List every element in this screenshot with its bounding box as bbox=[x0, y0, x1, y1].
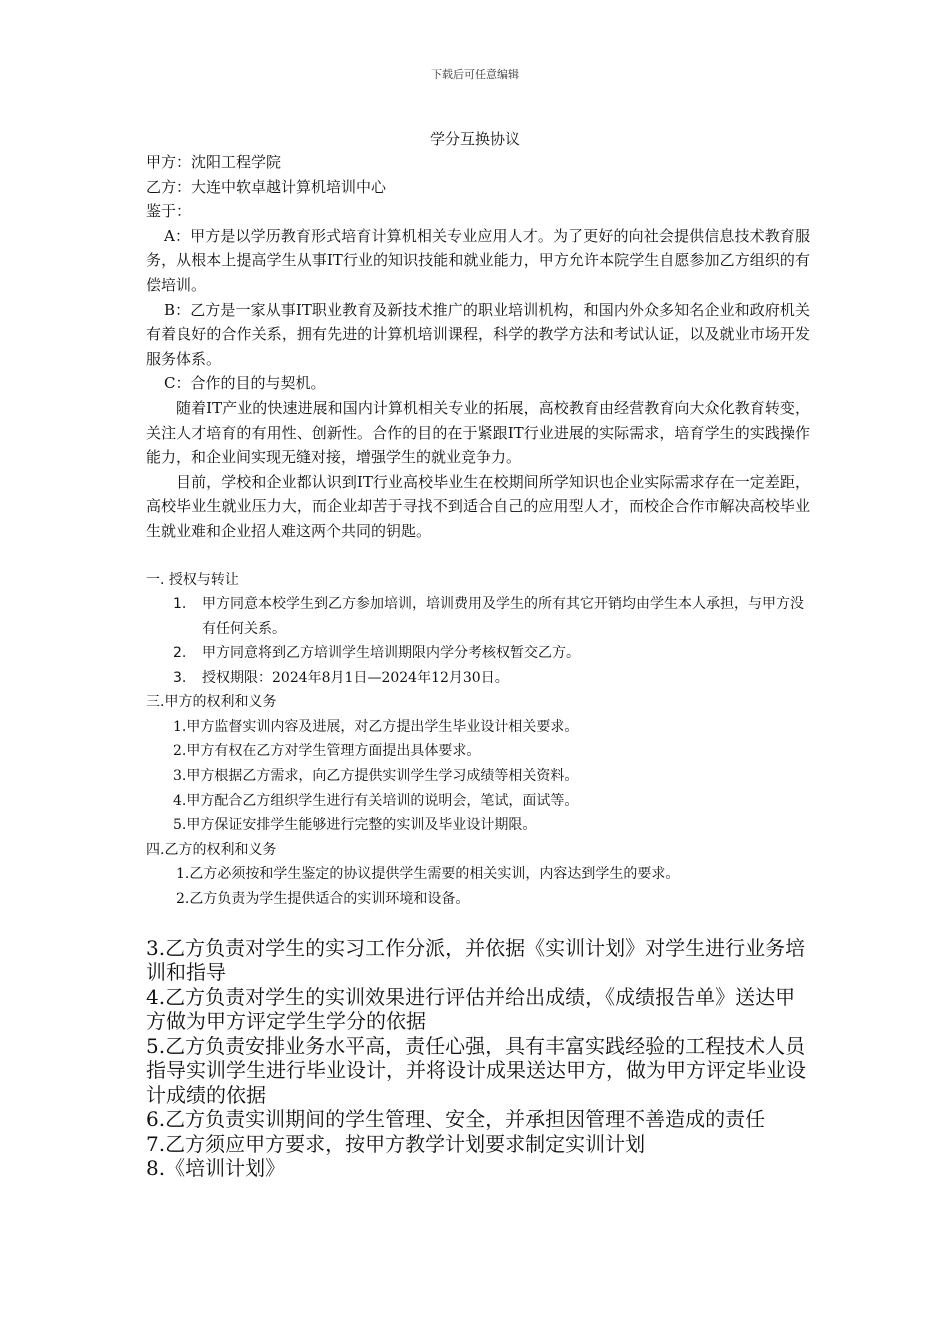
list-item-number: 1. bbox=[173, 596, 187, 612]
clause-a: A：甲方是以学历教育形式培育计算机相关专业应用人才。为了更好的向社会提供信息技术教育服务，从根本上提高学生从事IT行业的知识技能和就业能力，甲方允许本院学生自愿参加乙方组织的有偿培训。 bbox=[146, 226, 810, 294]
section-4-item: 2.乙方负责为学生提供适合的实训环境和设备。 bbox=[176, 890, 470, 907]
section-3-item: 2.甲方有权在乙方对学生管理方面提出具体要求。 bbox=[173, 743, 481, 760]
clause-b: B：乙方是一家从事IT职业教育及新技术推广的职业培训机构，和国内外众多知名企业和政府机关有着良好的合作关系，拥有先进的计算机培训课程，科学的教学方法和考试认证，以及就业市场开发服务体系。 bbox=[146, 300, 810, 368]
document-title: 学分互换协议 bbox=[429, 130, 520, 148]
list-item bbox=[146, 592, 810, 641]
section-3-heading: 三.甲方的权利和义务 bbox=[146, 694, 277, 711]
list-item-text: 授权期限：2024年8月1日—2024年12月30日。 bbox=[202, 669, 509, 686]
list-item-number: 2. bbox=[173, 645, 187, 662]
page-header-note: 下载后可任意编辑 bbox=[431, 68, 519, 81]
list-item bbox=[146, 666, 810, 691]
party-a: 甲方：沈阳工程学院 bbox=[146, 153, 282, 171]
list-item-text: 甲方同意将到乙方培训学生培训期限内学分考核权暂交乙方。 bbox=[202, 645, 580, 662]
list-item-text: 甲方同意本校学生到乙方参加培训，培训费用及学生的所有其它开销均由学生本人承担，与甲方没有任何关系。 bbox=[202, 596, 804, 637]
section-4-large-item: 5.乙方负责安排业务水平高，责任心强，具有丰富实践经验的工程技术人员指导实训学生进行毕业设计，并将设计成果送达甲方，做为甲方评定毕业设计成绩的依据 bbox=[146, 1033, 806, 1107]
section-3-item: 5.甲方保证安排学生能够进行完整的实训及毕业设计期限。 bbox=[173, 817, 537, 834]
list-item-number: 3. bbox=[173, 669, 187, 686]
section-4-large-item: 8.《培训计划》 bbox=[146, 1156, 286, 1181]
document-body bbox=[146, 150, 810, 1181]
whereas-label: 鉴于： bbox=[146, 202, 192, 221]
spacer bbox=[146, 544, 810, 568]
paragraph-background: 随着IT产业的快速进展和国内计算机相关专业的拓展，高校教育由经营教育向大众化教育转变，关注人才培育的有用性、创新性。合作的目的在于紧跟IT行业进展的实际需求，培育学生的实践操作能力，和企业间实现无缝对接，增强学生的就业竞争力。 bbox=[146, 398, 810, 467]
section-4-large-item: 4.乙方负责对学生的实训效果进行评估并给出成绩，《成绩报告单》送达甲方做为甲方评定学生学分的依据 bbox=[146, 984, 796, 1034]
section-4-item: 1.乙方必须按和学生鉴定的协议提供学生需要的相关实训，内容达到学生的要求。 bbox=[176, 866, 680, 883]
paragraph-current-status: 目前，学校和企业都认识到IT行业高校毕业生在校期间所学知识也企业实际需求存在一定差距，高校毕业生就业压力大，而企业却苦于寻找不到适合自己的应用型人才，而校企合作市解决高校毕业生就业难和企业招人难这两个共同的钥匙。 bbox=[146, 472, 810, 540]
section-3-item: 3.甲方根据乙方需求，向乙方提供实训学生学习成绩等相关资料。 bbox=[173, 768, 579, 785]
section-4-large-item: 7.乙方须应甲方要求，按甲方教学计划要求制定实训计划 bbox=[146, 1131, 646, 1156]
section-3-item: 1.甲方监督实训内容及进展，对乙方提出学生毕业设计相关要求。 bbox=[173, 718, 579, 735]
section-3-item: 4.甲方配合乙方组织学生进行有关培训的说明会，笔试，面试等。 bbox=[173, 792, 579, 809]
section-4-heading: 四.乙方的权利和义务 bbox=[146, 841, 277, 858]
section-1-heading: 一. 授权与转让 bbox=[146, 571, 239, 588]
section-1-list bbox=[146, 592, 810, 690]
list-item bbox=[146, 641, 810, 666]
section-4-large-items bbox=[146, 936, 810, 1181]
party-b: 乙方：大连中软卓越计算机培训中心 bbox=[146, 177, 387, 196]
section-4-large-item: 3.乙方负责对学生的实习工作分派，并依据《实训计划》对学生进行业务培训和指导 bbox=[146, 935, 806, 985]
clause-c: C：合作的目的与契机。 bbox=[164, 374, 326, 393]
section-4-large-item: 6.乙方负责实训期间的学生管理、安全，并承担因管理不善造成的责任 bbox=[146, 1107, 766, 1132]
